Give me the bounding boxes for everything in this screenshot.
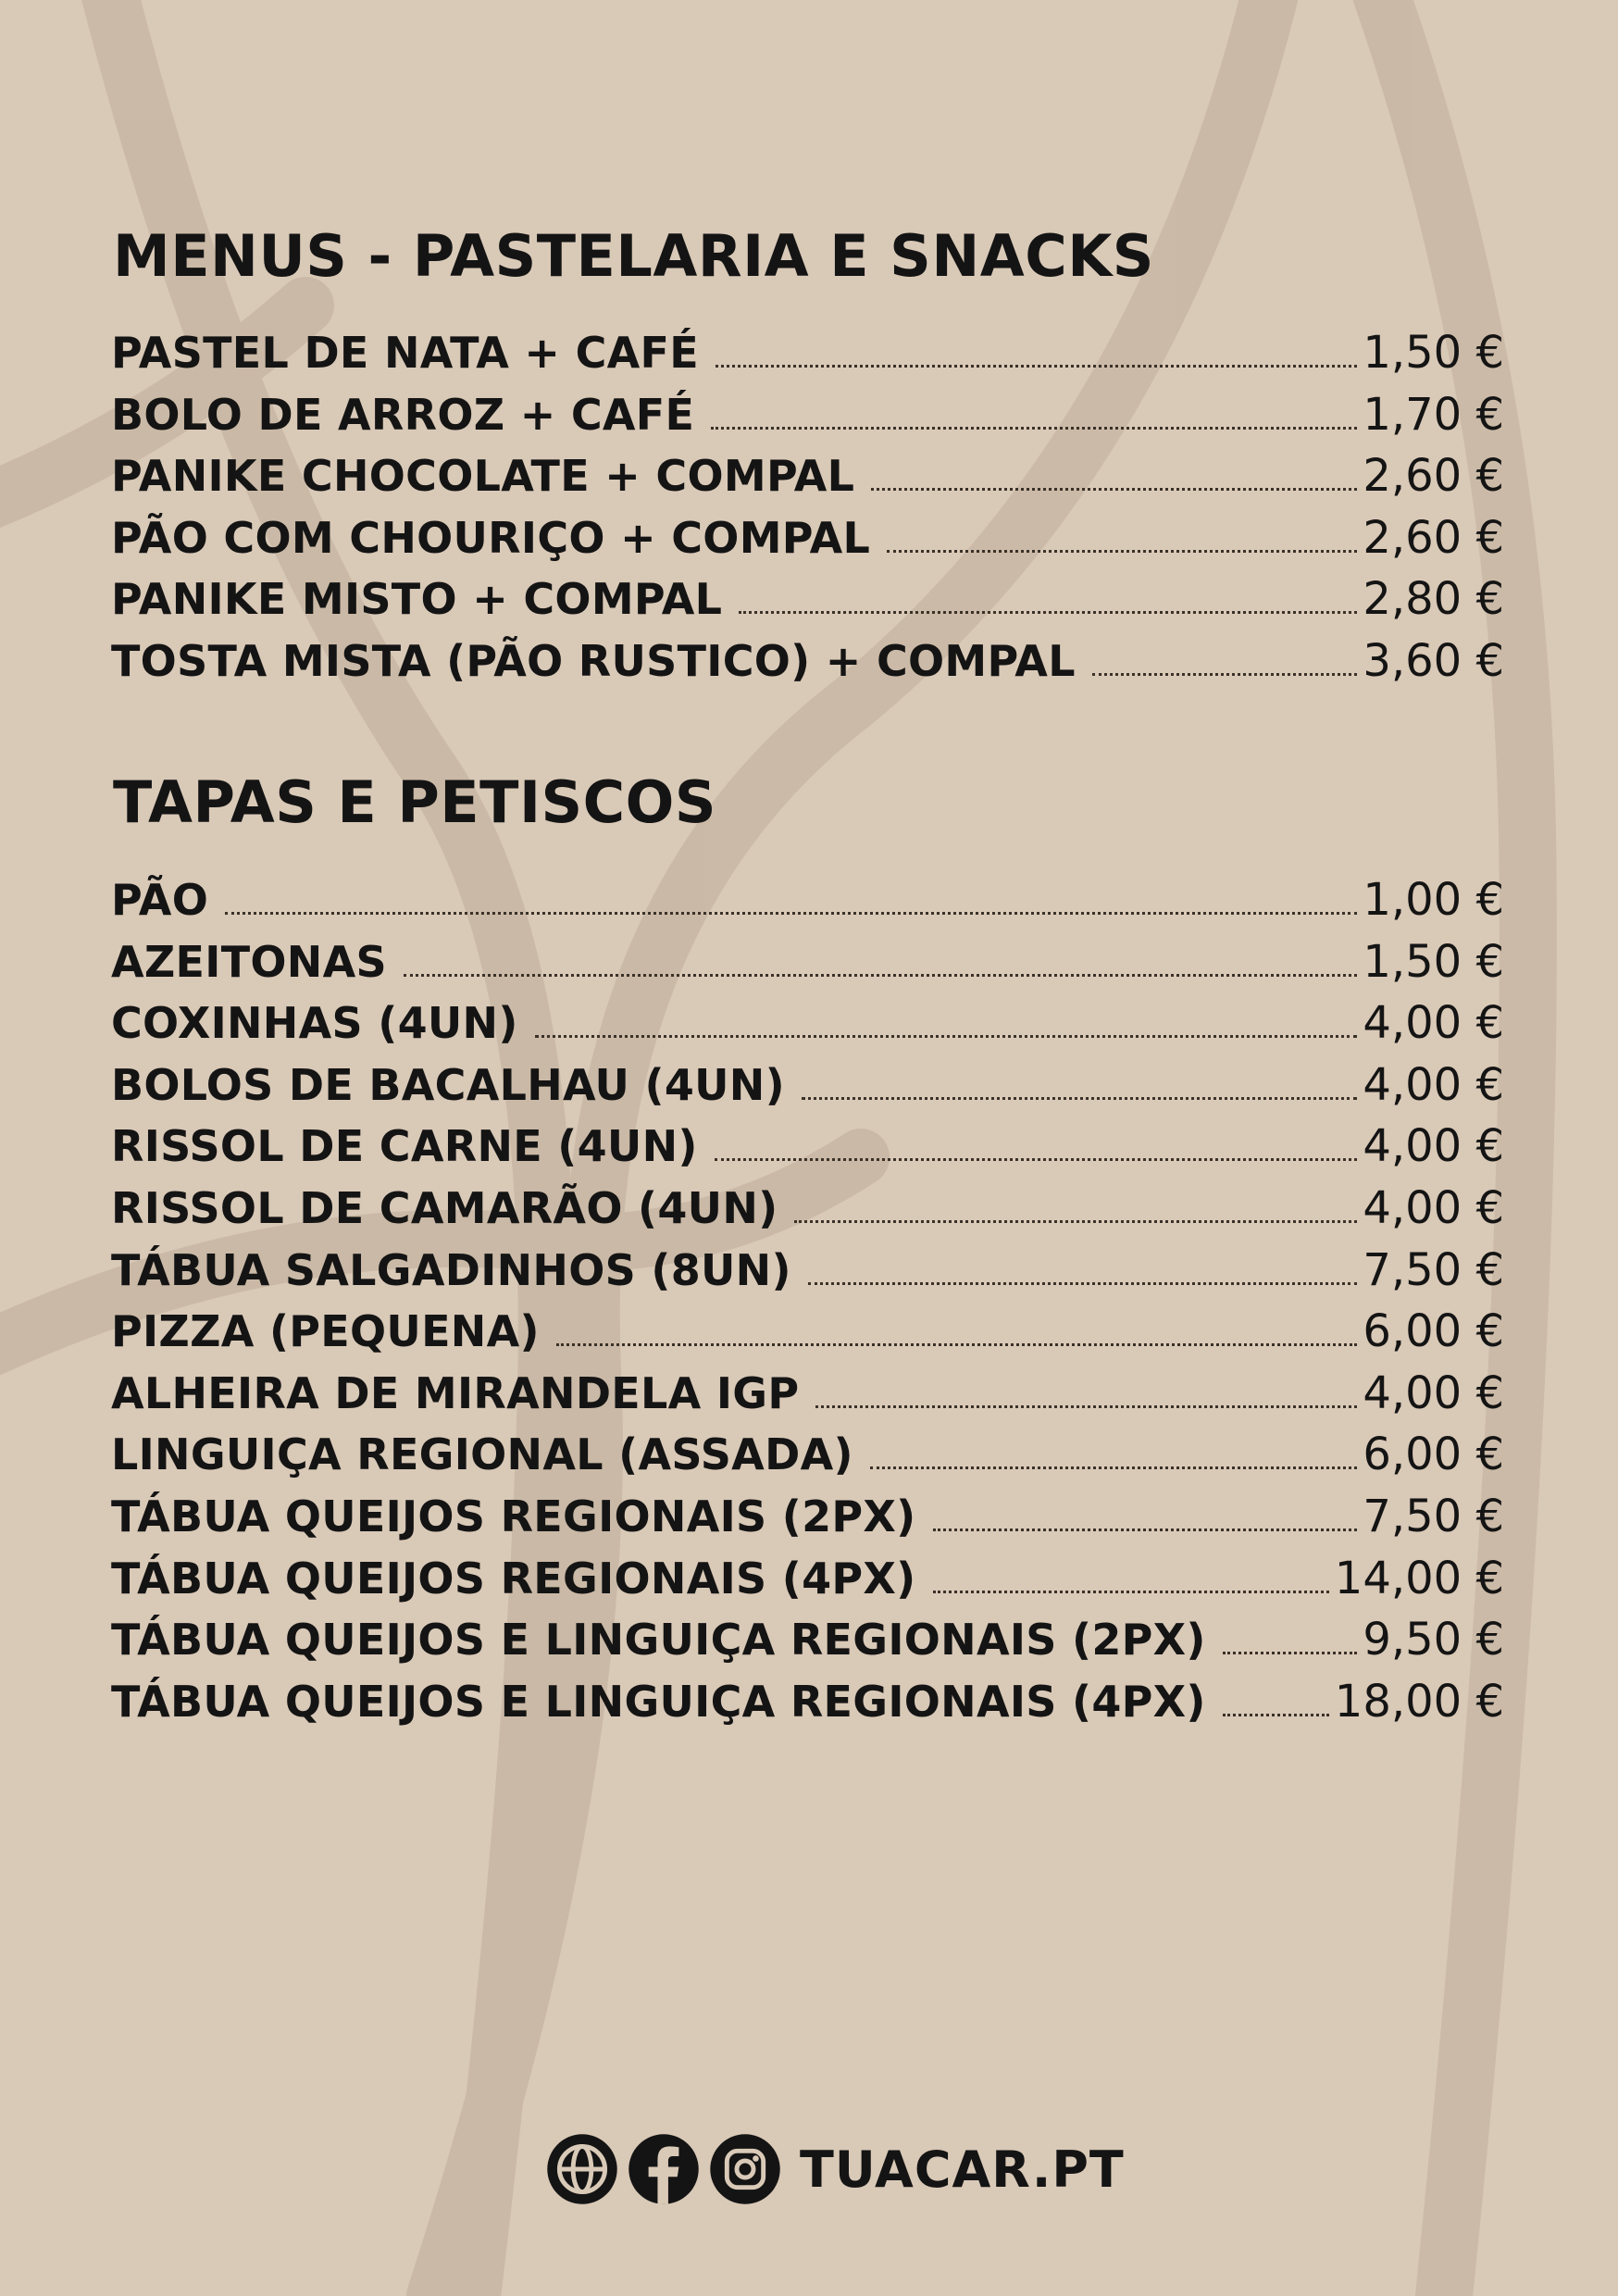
menu-item <box>111 1490 1504 1556</box>
item-price: 4,00 € <box>1363 1181 1504 1234</box>
dot-leader <box>1092 673 1358 676</box>
facebook-icon[interactable] <box>626 2131 702 2207</box>
dot-leader <box>716 365 1357 368</box>
dot-leader <box>1223 1652 1358 1654</box>
item-price: 2,60 € <box>1363 450 1504 503</box>
item-name: COXINHAS (4UN) <box>111 998 518 1049</box>
menu-item <box>111 573 1504 639</box>
item-name: PÃO COM CHOURIÇO + COMPAL <box>111 512 871 563</box>
item-name: TOSTA MISTA (PÃO RUSTICO) + COMPAL <box>111 635 1076 686</box>
menu-item <box>111 935 1504 1002</box>
item-price: 2,60 € <box>1363 511 1504 564</box>
dot-leader <box>933 1591 1329 1593</box>
item-price: 4,00 € <box>1363 1058 1504 1111</box>
menu-item <box>111 327 1504 393</box>
menu-item <box>111 634 1504 701</box>
item-name: PIZZA (PEQUENA) <box>111 1306 540 1357</box>
item-price: 18,00 € <box>1334 1675 1504 1728</box>
dot-leader <box>794 1220 1357 1223</box>
dot-leader <box>802 1097 1357 1100</box>
dot-leader <box>711 427 1357 430</box>
menu-item <box>111 1120 1504 1186</box>
menu-item <box>111 1429 1504 1494</box>
menu-item <box>111 1614 1504 1679</box>
menu-item <box>111 997 1504 1063</box>
menu-list-menus <box>111 327 1504 701</box>
section-title-menus: MENUS - PASTELARIA E SNACKS <box>113 222 1154 290</box>
item-name: RISSOL DE CARNE (4UN) <box>111 1121 698 1172</box>
item-price: 14,00 € <box>1334 1552 1504 1604</box>
item-price: 4,00 € <box>1363 1366 1504 1419</box>
website-link[interactable]: TUACAR.PT <box>800 2140 1125 2199</box>
item-price: 3,60 € <box>1363 634 1504 687</box>
item-price: 7,50 € <box>1363 1490 1504 1542</box>
item-name: LINGUIÇA REGIONAL (ASSADA) <box>111 1429 853 1480</box>
item-price: 4,00 € <box>1363 1120 1504 1173</box>
item-price: 6,00 € <box>1363 1305 1504 1358</box>
item-name: PÃO <box>111 875 209 925</box>
dot-leader <box>871 488 1357 491</box>
item-price: 1,50 € <box>1363 327 1504 379</box>
dot-leader <box>739 611 1357 614</box>
footer-social <box>544 2131 1125 2207</box>
item-name: TÁBUA SALGADINHOS (8UN) <box>111 1244 791 1295</box>
dot-leader <box>404 974 1357 977</box>
item-name: BOLOS DE BACALHAU (4UN) <box>111 1059 785 1110</box>
dot-leader <box>933 1529 1358 1531</box>
menu-item <box>111 1305 1504 1371</box>
menu-item <box>111 1675 1504 1741</box>
menu-item <box>111 388 1504 455</box>
item-price: 4,00 € <box>1363 997 1504 1050</box>
menu-item <box>111 1058 1504 1125</box>
item-name: PASTEL DE NATA + CAFÉ <box>111 328 699 378</box>
item-name: TÁBUA QUEIJOS REGIONAIS (4PX) <box>111 1553 916 1603</box>
menu-item <box>111 874 1504 940</box>
menu-item <box>111 1552 1504 1618</box>
dot-leader <box>225 912 1357 915</box>
item-name: TÁBUA QUEIJOS REGIONAIS (2PX) <box>111 1491 916 1541</box>
item-price: 6,00 € <box>1363 1429 1504 1481</box>
section-title-tapas: TAPAS E PETISCOS <box>113 768 717 836</box>
dot-leader <box>808 1282 1358 1285</box>
item-name: BOLO DE ARROZ + CAFÉ <box>111 389 695 440</box>
dot-leader <box>535 1035 1358 1038</box>
item-name: ALHEIRA DE MIRANDELA IGP <box>111 1367 800 1418</box>
menu-item <box>111 450 1504 516</box>
item-price: 9,50 € <box>1363 1614 1504 1666</box>
dot-leader <box>870 1466 1358 1469</box>
item-name: TÁBUA QUEIJOS E LINGUIÇA REGIONAIS (2PX) <box>111 1615 1206 1666</box>
menu-item <box>111 1181 1504 1248</box>
item-price: 1,50 € <box>1363 935 1504 988</box>
dot-leader <box>887 550 1357 553</box>
item-price: 2,80 € <box>1363 573 1504 626</box>
dot-leader <box>715 1158 1358 1161</box>
menu-item <box>111 511 1504 578</box>
menu-item <box>111 1366 1504 1433</box>
menu-list-tapas <box>111 874 1504 1741</box>
item-price: 7,50 € <box>1363 1243 1504 1296</box>
globe-icon[interactable] <box>544 2131 620 2207</box>
instagram-icon[interactable] <box>707 2131 783 2207</box>
dot-leader <box>556 1343 1358 1346</box>
menu-item <box>111 1243 1504 1310</box>
dot-leader <box>815 1405 1357 1408</box>
item-name: RISSOL DE CAMARÃO (4UN) <box>111 1182 778 1233</box>
item-name: AZEITONAS <box>111 936 387 987</box>
dot-leader <box>1223 1714 1329 1716</box>
item-name: PANIKE CHOCOLATE + COMPAL <box>111 451 855 502</box>
item-name: PANIKE MISTO + COMPAL <box>111 574 723 625</box>
item-price: 1,00 € <box>1363 874 1504 926</box>
item-name: TÁBUA QUEIJOS E LINGUIÇA REGIONAIS (4PX) <box>111 1676 1206 1727</box>
item-price: 1,70 € <box>1363 388 1504 441</box>
